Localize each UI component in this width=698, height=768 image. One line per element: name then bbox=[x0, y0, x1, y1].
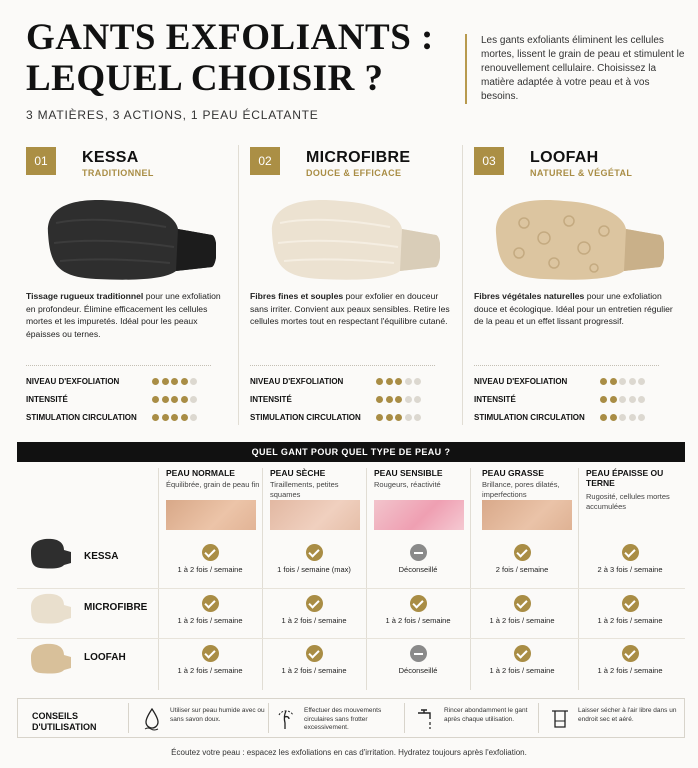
table-cell bbox=[262, 544, 366, 574]
rating-dot-empty bbox=[405, 396, 412, 403]
rating-circulation: STIMULATION CIRCULATION bbox=[474, 413, 659, 425]
loofah-mitt-image bbox=[484, 193, 664, 283]
water-drop-icon bbox=[142, 707, 162, 731]
rating-intensity: INTENSITÉ bbox=[26, 395, 211, 407]
rating-dots bbox=[152, 378, 200, 387]
table-cell bbox=[578, 544, 682, 574]
skin-swatch bbox=[166, 500, 256, 530]
rating-dot-filled bbox=[171, 396, 178, 403]
rating-dot-empty bbox=[414, 396, 421, 403]
glove-columns bbox=[0, 145, 698, 430]
skin-swatch bbox=[482, 500, 572, 530]
page-title bbox=[26, 18, 434, 100]
rating-dot-filled bbox=[162, 414, 169, 421]
table-cell bbox=[470, 544, 574, 574]
rating-exfoliation: NIVEAU D'EXFOLIATION bbox=[26, 377, 211, 389]
glove-subtitle: NATUREL & VÉGÉTAL bbox=[530, 168, 633, 178]
rating-dot-filled bbox=[152, 396, 159, 403]
subtitle: 3 MATIÈRES, 3 ACTIONS, 1 PEAU ÉCLATANTE bbox=[26, 108, 319, 122]
frequency-label: 1 à 2 fois / semaine bbox=[177, 666, 243, 675]
footer-note: Écoutez votre peau : espacez les exfoliations en cas d'irritation. Hydratez toujours après l'exfoliation. bbox=[171, 748, 527, 757]
frequency-label: 1 à 2 fois / semaine bbox=[177, 565, 243, 574]
glove-card-loofah bbox=[474, 145, 679, 430]
rating-dot-empty bbox=[405, 414, 412, 421]
glove-number: 01 bbox=[26, 147, 56, 175]
rating-dot-empty bbox=[190, 396, 197, 403]
rating-dot-filled bbox=[152, 414, 159, 421]
table-cell bbox=[366, 544, 470, 574]
frequency-label: 1 à 2 fois / semaine bbox=[385, 616, 451, 625]
rating-dot-filled bbox=[610, 414, 617, 421]
table-cell bbox=[262, 595, 366, 625]
rating-dot-filled bbox=[162, 378, 169, 385]
minus-icon bbox=[410, 544, 427, 561]
rating-dots bbox=[600, 378, 648, 387]
frequency-label: 1 à 2 fois / semaine bbox=[177, 616, 243, 625]
rating-dot-filled bbox=[600, 414, 607, 421]
kessa-mitt-image bbox=[36, 193, 216, 283]
divider bbox=[26, 365, 211, 366]
frequency-label: 1 fois / semaine (max) bbox=[277, 565, 351, 574]
check-icon bbox=[622, 645, 639, 662]
rating-dot-empty bbox=[638, 414, 645, 421]
rating-intensity: INTENSITÉ bbox=[250, 395, 435, 407]
rating-dot-filled bbox=[386, 414, 393, 421]
frequency-label: Déconseillé bbox=[398, 666, 438, 675]
loofah-thumbnail bbox=[28, 641, 72, 675]
table-cell bbox=[158, 645, 262, 675]
glove-description: Tissage rugueux traditionnel pour une exfoliation en profondeur. Élimine efficacement les cellules mortes et les impuretés. Idéal pour les peaux épaisses ou ternes. bbox=[26, 291, 221, 339]
row-label-kessa: KESSA bbox=[84, 551, 119, 562]
skin-swatch bbox=[374, 500, 464, 530]
check-icon bbox=[306, 544, 323, 561]
rating-dots bbox=[376, 414, 424, 423]
column-separator bbox=[238, 145, 239, 425]
glove-subtitle: DOUCE & EFFICACE bbox=[306, 168, 402, 178]
glove-card-microfibre bbox=[250, 145, 455, 430]
rating-dot-empty bbox=[190, 414, 197, 421]
rating-dot-empty bbox=[619, 414, 626, 421]
skin-type-normal: PEAU NORMALE Équilibrée, grain de peau fin bbox=[162, 468, 266, 690]
check-icon bbox=[514, 595, 531, 612]
rating-dot-filled bbox=[610, 396, 617, 403]
towel-rack-icon bbox=[550, 707, 570, 731]
skin-type-sensitive: PEAU SENSIBLE Rougeurs, réactivité bbox=[370, 468, 474, 690]
check-icon bbox=[514, 645, 531, 662]
glove-number: 03 bbox=[474, 147, 504, 175]
rating-exfoliation: NIVEAU D'EXFOLIATION bbox=[250, 377, 435, 389]
rating-dot-filled bbox=[162, 396, 169, 403]
rating-dots bbox=[376, 378, 424, 387]
frequency-label: 2 à 3 fois / semaine bbox=[597, 565, 663, 574]
rating-dot-empty bbox=[629, 396, 636, 403]
minus-icon bbox=[410, 645, 427, 662]
usage-tips: CONSEILS D'UTILISATION Utiliser sur peau humide avec ou sans savon doux. Effectuer des mouvements circulaires sans frotter excessivement. Rincer abondamment le gant après chaque utilisation. Laisser sécher à l'air libre dans un endroit sec et aéré. bbox=[17, 698, 685, 738]
row-label-loofah: LOOFAH bbox=[84, 652, 126, 663]
table-cell bbox=[470, 595, 574, 625]
skin-type-oily: PEAU GRASSE Brillance, pores dilatés, imperfections bbox=[478, 468, 582, 690]
rating-exfoliation: NIVEAU D'EXFOLIATION bbox=[474, 377, 659, 389]
row-label-microfibre: MICROFIBRE bbox=[84, 602, 148, 613]
check-icon bbox=[622, 595, 639, 612]
frequency-label: 1 à 2 fois / semaine bbox=[489, 616, 555, 625]
glove-description: Fibres végétales naturelles pour une exfoliation douce et écologique. Idéal pour un entretien régulier de la peau et un effet lissant progressif. bbox=[474, 291, 673, 326]
check-icon bbox=[410, 595, 427, 612]
frequency-label: 1 à 2 fois / semaine bbox=[597, 666, 663, 675]
circular-motion-icon bbox=[276, 707, 296, 731]
check-icon bbox=[514, 544, 531, 561]
rating-dots bbox=[152, 396, 200, 405]
table-cell bbox=[578, 645, 682, 675]
rating-circulation: STIMULATION CIRCULATION bbox=[250, 413, 435, 425]
rating-circulation: STIMULATION CIRCULATION bbox=[26, 413, 211, 425]
rating-dot-filled bbox=[376, 396, 383, 403]
table-cell bbox=[578, 595, 682, 625]
rating-dot-empty bbox=[629, 378, 636, 385]
rating-dots bbox=[376, 396, 424, 405]
table-cell bbox=[262, 645, 366, 675]
rating-dot-filled bbox=[600, 378, 607, 385]
table-cell bbox=[158, 595, 262, 625]
frequency-label: 2 fois / semaine bbox=[495, 565, 549, 574]
skin-table-heading: QUEL GANT POUR QUEL TYPE DE PEAU ? bbox=[17, 442, 685, 462]
rating-dot-filled bbox=[181, 378, 188, 385]
kessa-thumbnail bbox=[28, 536, 72, 570]
rating-dot-empty bbox=[619, 378, 626, 385]
rating-intensity: INTENSITÉ bbox=[474, 395, 659, 407]
rating-dot-filled bbox=[376, 414, 383, 421]
rating-dot-filled bbox=[395, 378, 402, 385]
rating-dot-empty bbox=[405, 378, 412, 385]
rating-dot-filled bbox=[610, 378, 617, 385]
rating-dot-filled bbox=[395, 414, 402, 421]
tips-title: CONSEILS D'UTILISATION bbox=[32, 711, 97, 732]
check-icon bbox=[202, 544, 219, 561]
rating-dot-filled bbox=[181, 414, 188, 421]
frequency-label: 1 à 2 fois / semaine bbox=[281, 666, 347, 675]
check-icon bbox=[622, 544, 639, 561]
glove-name: MICROFIBRE bbox=[306, 149, 411, 166]
rating-dot-filled bbox=[152, 378, 159, 385]
glove-subtitle: TRADITIONNEL bbox=[82, 168, 154, 178]
skin-type-dry: PEAU SÈCHE Tiraillements, petites squames bbox=[266, 468, 370, 690]
table-cell bbox=[470, 645, 574, 675]
check-icon bbox=[306, 595, 323, 612]
rating-dot-filled bbox=[171, 414, 178, 421]
frequency-label: 1 à 2 fois / semaine bbox=[281, 616, 347, 625]
faucet-icon bbox=[416, 707, 436, 731]
check-icon bbox=[202, 645, 219, 662]
glove-card-kessa bbox=[26, 145, 231, 430]
rating-dot-empty bbox=[638, 378, 645, 385]
divider bbox=[250, 365, 435, 366]
rating-dot-filled bbox=[171, 378, 178, 385]
tips-divider bbox=[404, 703, 405, 733]
rating-dots bbox=[600, 414, 648, 423]
table-cell bbox=[158, 544, 262, 574]
frequency-label: 1 à 2 fois / semaine bbox=[489, 666, 555, 675]
rating-dot-empty bbox=[629, 414, 636, 421]
microfibre-thumbnail bbox=[28, 591, 72, 625]
skin-type-thick: PEAU ÉPAISSE OU TERNE Rugosité, cellules mortes accumulées bbox=[586, 468, 670, 511]
glove-name: KESSA bbox=[82, 149, 139, 166]
microfibre-mitt-image bbox=[260, 193, 440, 283]
check-icon bbox=[306, 645, 323, 662]
rating-dot-filled bbox=[386, 396, 393, 403]
rating-dot-filled bbox=[395, 396, 402, 403]
table-cell bbox=[366, 645, 470, 675]
rating-dot-filled bbox=[181, 396, 188, 403]
rating-dot-filled bbox=[600, 396, 607, 403]
title-line-2: LEQUEL CHOISIR ? bbox=[26, 58, 384, 99]
title-line-1: GANTS EXFOLIANTS : bbox=[26, 17, 434, 58]
table-cell bbox=[366, 595, 470, 625]
skin-swatch bbox=[270, 500, 360, 530]
tips-divider bbox=[268, 703, 269, 733]
rating-dot-empty bbox=[414, 414, 421, 421]
rating-dots bbox=[152, 414, 200, 423]
tips-divider bbox=[128, 703, 129, 733]
intro-text: Les gants exfoliants éliminent les cellules mortes, lissent le grain de peau et stimulent le renouvellement cellulaire. Choisissez la matière adaptée à votre peau et à vos besoins. bbox=[465, 34, 685, 104]
column-separator bbox=[462, 145, 463, 425]
tips-divider bbox=[538, 703, 539, 733]
check-icon bbox=[202, 595, 219, 612]
rating-dot-filled bbox=[376, 378, 383, 385]
glove-number: 02 bbox=[250, 147, 280, 175]
rating-dot-empty bbox=[414, 378, 421, 385]
frequency-label: Déconseillé bbox=[398, 565, 438, 574]
glove-description: Fibres fines et souples pour exfolier en douceur sans irriter. Convient aux peaux sensibles. Retire les cellules mortes tout en respectant l'équilibre cutané. bbox=[250, 291, 450, 326]
rating-dot-empty bbox=[638, 396, 645, 403]
frequency-label: 1 à 2 fois / semaine bbox=[597, 616, 663, 625]
rating-dot-empty bbox=[619, 396, 626, 403]
rating-dots bbox=[600, 396, 648, 405]
rating-dot-empty bbox=[190, 378, 197, 385]
glove-name: LOOFAH bbox=[530, 149, 599, 166]
divider bbox=[474, 365, 659, 366]
rating-dot-filled bbox=[386, 378, 393, 385]
